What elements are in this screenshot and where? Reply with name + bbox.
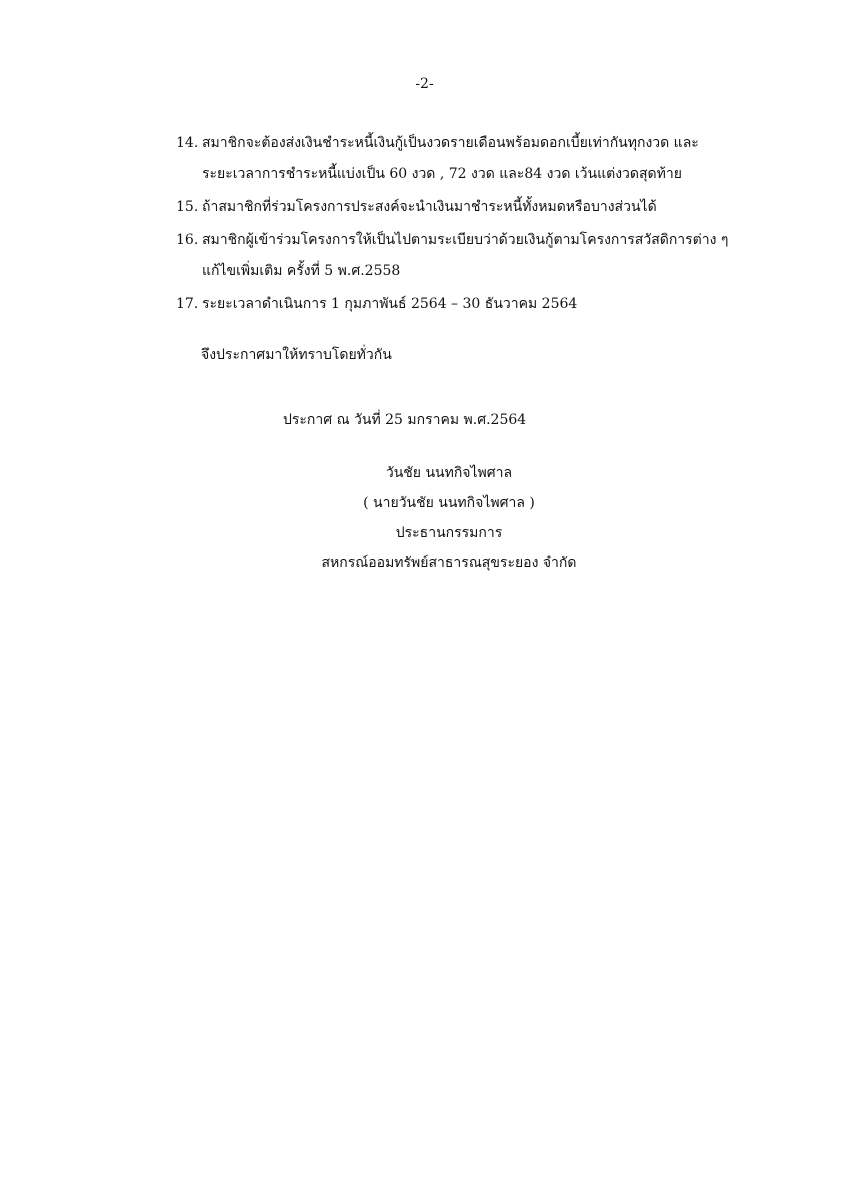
closing-statement: จึงประกาศมาให้ทราบโดยทั่วกัน bbox=[201, 347, 392, 363]
printed-name: ( นายวันชัย นนทกิจไพศาล ) bbox=[363, 495, 535, 511]
clause-line: ระยะเวลาดำเนินการ 1 กุมภาพันธ์ 2564 – 30 ธันวาคม 2564 bbox=[202, 296, 578, 312]
organization-name: สหกรณ์ออมทรัพย์สาธารณสุขระยอง จำกัด bbox=[321, 555, 577, 571]
clause-item bbox=[176, 225, 776, 287]
clause-line: สมาชิกจะต้องส่งเงินชำระหนี้เงินกู้เป็นงวดรายเดือนพร้อมดอกเบี้ยเท่ากันทุกงวด และ bbox=[202, 135, 699, 151]
signed-name: วันชัย นนทกิจไพศาล bbox=[385, 465, 513, 481]
clause-text bbox=[202, 225, 776, 287]
clause-list bbox=[176, 128, 776, 322]
clause-number: 14. bbox=[176, 135, 199, 151]
clause-item bbox=[176, 192, 776, 223]
signature-block bbox=[249, 458, 649, 578]
clause-line: ถ้าสมาชิกที่ร่วมโครงการประสงค์จะนำเงินมาชำระหนี้ทั้งหมดหรือบางส่วนได้ bbox=[202, 199, 657, 215]
clause-number: 17. bbox=[176, 296, 199, 312]
clause-line: สมาชิกผู้เข้าร่วมโครงการให้เป็นไปตามระเบียบว่าด้วยเงินกู้ตามโครงการสวัสดิการต่าง ๆ bbox=[202, 232, 729, 248]
clause-text bbox=[202, 128, 776, 190]
clause-item bbox=[176, 289, 776, 320]
signer-position: ประธานกรรมการ bbox=[395, 525, 503, 541]
clause-line: ระยะเวลาการชำระหนี้แบ่งเป็น 60 งวด , 72 งวด และ84 งวด เว้นแต่งวดสุดท้าย bbox=[202, 166, 682, 182]
clause-line: แก้ไขเพิ่มเติม ครั้งที่ 5 พ.ศ.2558 bbox=[202, 263, 401, 279]
clause-text bbox=[202, 192, 776, 223]
clause-number: 16. bbox=[176, 232, 199, 248]
clause-item bbox=[176, 128, 776, 190]
clause-text bbox=[202, 289, 776, 320]
clause-number: 15. bbox=[176, 199, 199, 215]
page-number: -2- bbox=[415, 76, 434, 92]
announcement-date: ประกาศ ณ วันที่ 25 มกราคม พ.ศ.2564 bbox=[283, 412, 527, 428]
